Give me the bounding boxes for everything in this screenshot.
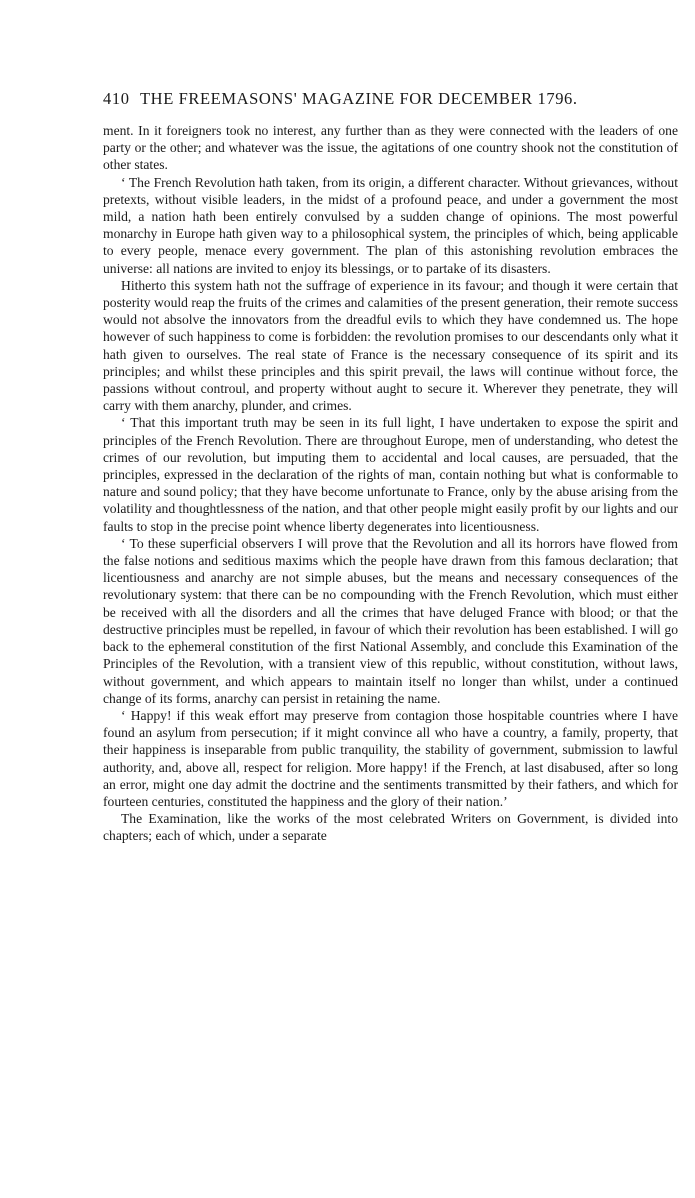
page-number: 410 bbox=[103, 89, 130, 108]
paragraph: ‘ To these superficial observers I will prove that the Revolution and all its horrors have flowed from the false notions and seditious maxims which the people have drawn from this famous declaration; that licentiousness and anarchy are not simple abuses, but the means and necessary consequences of the revolutionary system: that there can be no compounding with the French Revolution, which must either be received with all the disorders and all the crimes that have deluged France with blood; or that the destructive principles must be repelled, in favour of which their revolution has been established. I will go back to the ephemeral constitution of the first National Assembly, and conclude this Examination of the Principles of the Revolution, with a transient view of this republic, without constitution, without laws, without government, and which appears to maintain itself no longer than whilst, under a continued change of its forms, anarchy can persist in retaining the name. bbox=[103, 535, 678, 706]
paragraph: ‘ Happy! if this weak effort may preserve from contagion those hospitable countries where I have found an asylum from persecution; if it might convince all who have a country, a family, property, that their happiness is inseparable from public tranquility, the stability of government, submission to lawful authority, and, above all, respect for religion. More happy! if the French, at last disabused, after so long an error, might one day admit the doctrine and the sentiments transmitted by their fathers, and which for fourteen centuries, constituted the happiness and the glory of their nation.’ bbox=[103, 707, 678, 809]
article-body bbox=[103, 122, 678, 845]
paragraph: ‘ That this important truth may be seen in its full light, I have undertaken to expose the spirit and principles of the French Revolution. There are throughout Europe, men of understanding, who detest the crimes of our revolution, but imputing them to accidental and local causes, are persuaded, that the principles, expressed in the declaration of the rights of man, contain nothing but what is conformable to nature and sound policy; that they have become unfortunate to France, only by the abuse arising from the volatility and thoughtlessness of the nation, and that other people might easily profit by our lights and our faults to stop in the precise point whence liberty degenerates into licentiousness. bbox=[103, 415, 678, 534]
paragraph: The Examination, like the works of the most celebrated Writers on Government, is divided into chapters; each of which, under a separate bbox=[103, 811, 678, 844]
paragraph: ment. In it foreigners took no interest, any further than as they were connected with the leaders of one party or the other; and whatever was the issue, the agitations of one country shook not the constitution of other states. bbox=[103, 123, 678, 173]
paragraph: Hitherto this system hath not the suffrage of experience in its favour; and though it were certain that posterity would reap the fruits of the crimes and calamities of the present generation, their remote success would not absolve the innovators from the dreadful evils to which they have condemned us. The hope however of such happiness to come is forbidden: the revolution promises to our descendants only what it hath given to ourselves. The real state of France is the necessary consequence of its spirit and its principles; and whilst these principles and this spirit prevail, the laws will continue without force, the passions without controul, and property without aught to secure it. Wherever they penetrate, they will carry with them anarchy, plunder, and crimes. bbox=[103, 277, 678, 414]
paragraph: ‘ The French Revolution hath taken, from its origin, a different character. Without grievances, without pretexts, without visible leaders, in the midst of a profound peace, and under a government the most mild, a nation hath been entirely convulsed by a sudden change of opinions. The most powerful monarchy in Europe hath given way to a philosophical system, the principles of which, being applicable to every people, menace every government. The plan of this astonishing revolution embraces the universe: all nations are invited to enjoy its blessings, or to partake of its disasters. bbox=[103, 174, 678, 276]
running-title: THE FREEMASONS' MAGAZINE FOR DECEMBER 1796. bbox=[140, 89, 578, 108]
running-header bbox=[103, 88, 678, 110]
page bbox=[103, 88, 678, 845]
